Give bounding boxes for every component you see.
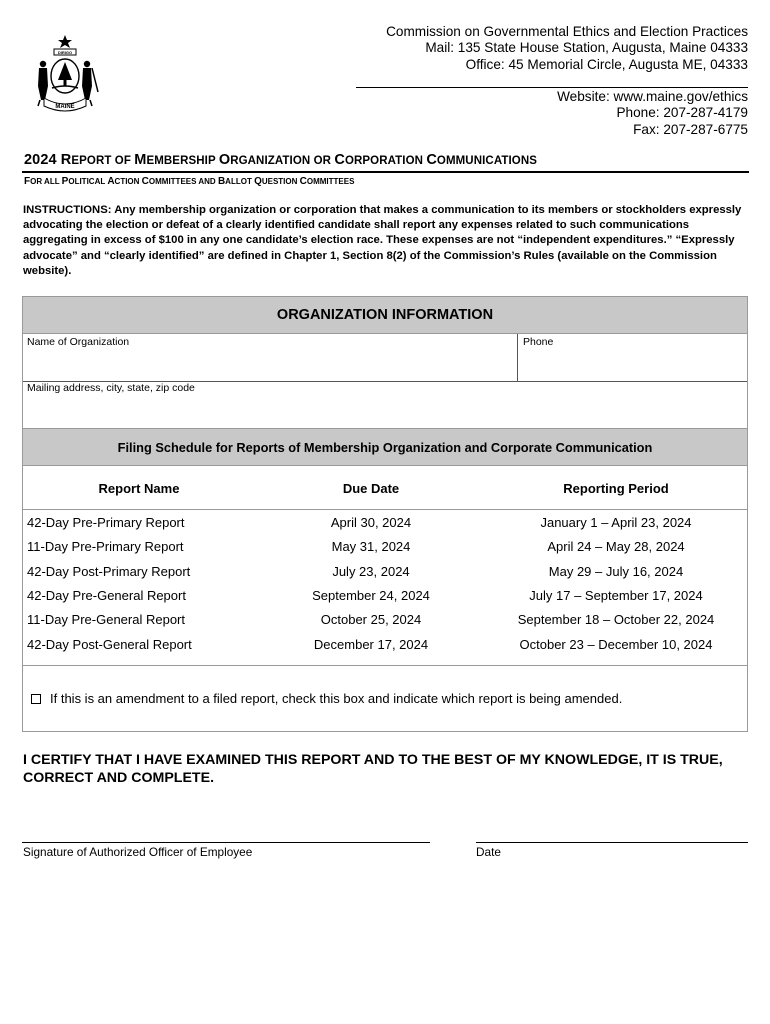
office-address: Office: 45 Memorial Circle, Augusta ME, 04333 [465,56,748,72]
due-date: April 30, 2024 [330,515,412,530]
mailing-address-label: Mailing address, city, state, zip code [27,382,195,394]
reporting-period: September 18 – October 22, 2024 [517,612,715,627]
svg-text:DIRIGO: DIRIGO [57,50,73,55]
svg-text:MAINE: MAINE [55,104,75,110]
commission-contact [557,89,748,138]
column-report-name: Report Name [98,481,180,496]
signature-label: Signature of Authorized Officer of Employee [23,845,253,859]
page-subtitle: FOR ALL POLITICAL ACTION COMMITTEES AND BALLOT QUESTION COMMITTEES [24,176,355,187]
reporting-period: April 24 – May 28, 2024 [547,539,685,554]
report-name: 42-Day Pre-General Report [27,588,186,603]
phone: Phone: 207-287-4179 [616,105,748,121]
date-line[interactable] [476,842,748,843]
filing-schedule-heading: Filing Schedule for Reports of Membership Organization and Corporate Communication [23,428,747,466]
page-title: 2024 REPORT OF MEMBERSHIP ORGANIZATION OR CORPORATION COMMUNICATIONS [24,152,538,168]
signature-line[interactable] [22,842,430,843]
due-date: October 25, 2024 [320,612,422,627]
field-divider [517,334,518,381]
reporting-period: January 1 – April 23, 2024 [540,515,692,530]
amendment-checkbox[interactable] [31,694,41,704]
commission-header [386,24,748,73]
amendment-text: If this is an amendment to a filed report, check this box and indicate which report is being amended. [50,691,623,706]
header-divider [356,87,748,88]
due-date: September 24, 2024 [312,588,430,603]
date-label: Date [476,845,501,859]
reporting-period: July 17 – September 17, 2024 [529,588,703,603]
report-name: 42-Day Post-General Report [27,637,192,652]
amendment-row [31,691,622,706]
organization-form [22,296,748,732]
phone-label: Phone [523,336,554,348]
state-seal-logo [30,34,100,114]
schedule-header-divider [23,509,747,510]
column-due-date: Due Date [342,481,400,496]
instructions-text: INSTRUCTIONS: Any membership organization or corporation that makes a communication to its members or stockholders expressly advocating the election or defeat of a clearly identified candidate shall report any expenses related to such communications aggregating in excess of $100 in any one candidate’s election race. These expenses are not “independent expenditures.” “Expressly advocate” and “clearly identified” are defined in Chapter 1, Section 8(2) of the Commission’s Rules (available on the Commission website). [23,204,742,277]
report-name: 11-Day Pre-Primary Report [27,539,184,554]
report-name: 42-Day Post-Primary Report [27,564,191,579]
reporting-period: October 23 – December 10, 2024 [519,637,713,652]
fax: Fax: 207-287-6775 [633,121,748,137]
org-info-heading: ORGANIZATION INFORMATION [23,297,747,334]
name-of-organization-label: Name of Organization [27,336,130,348]
mail-address: Mail: 135 State House Station, Augusta, Maine 04333 [425,40,748,56]
report-name: 11-Day Pre-General Report [27,612,185,627]
due-date: May 31, 2024 [331,539,411,554]
schedule-bottom-divider [23,665,747,666]
due-date: December 17, 2024 [313,637,429,652]
commission-name: Commission on Governmental Ethics and Election Practices [386,24,748,39]
report-name: 42-Day Pre-Primary Report [27,515,185,530]
reporting-period: May 29 – July 16, 2024 [548,564,684,579]
certification-statement: I CERTIFY THAT I HAVE EXAMINED THIS REPORT AND TO THE BEST OF MY KNOWLEDGE, IT IS TRUE, CORRECT AND COMPLETE. [23,752,723,786]
due-date: July 23, 2024 [332,564,410,579]
title-divider [22,171,749,173]
column-reporting-period: Reporting Period [563,481,669,496]
website: Website: www.maine.gov/ethics [557,89,748,104]
